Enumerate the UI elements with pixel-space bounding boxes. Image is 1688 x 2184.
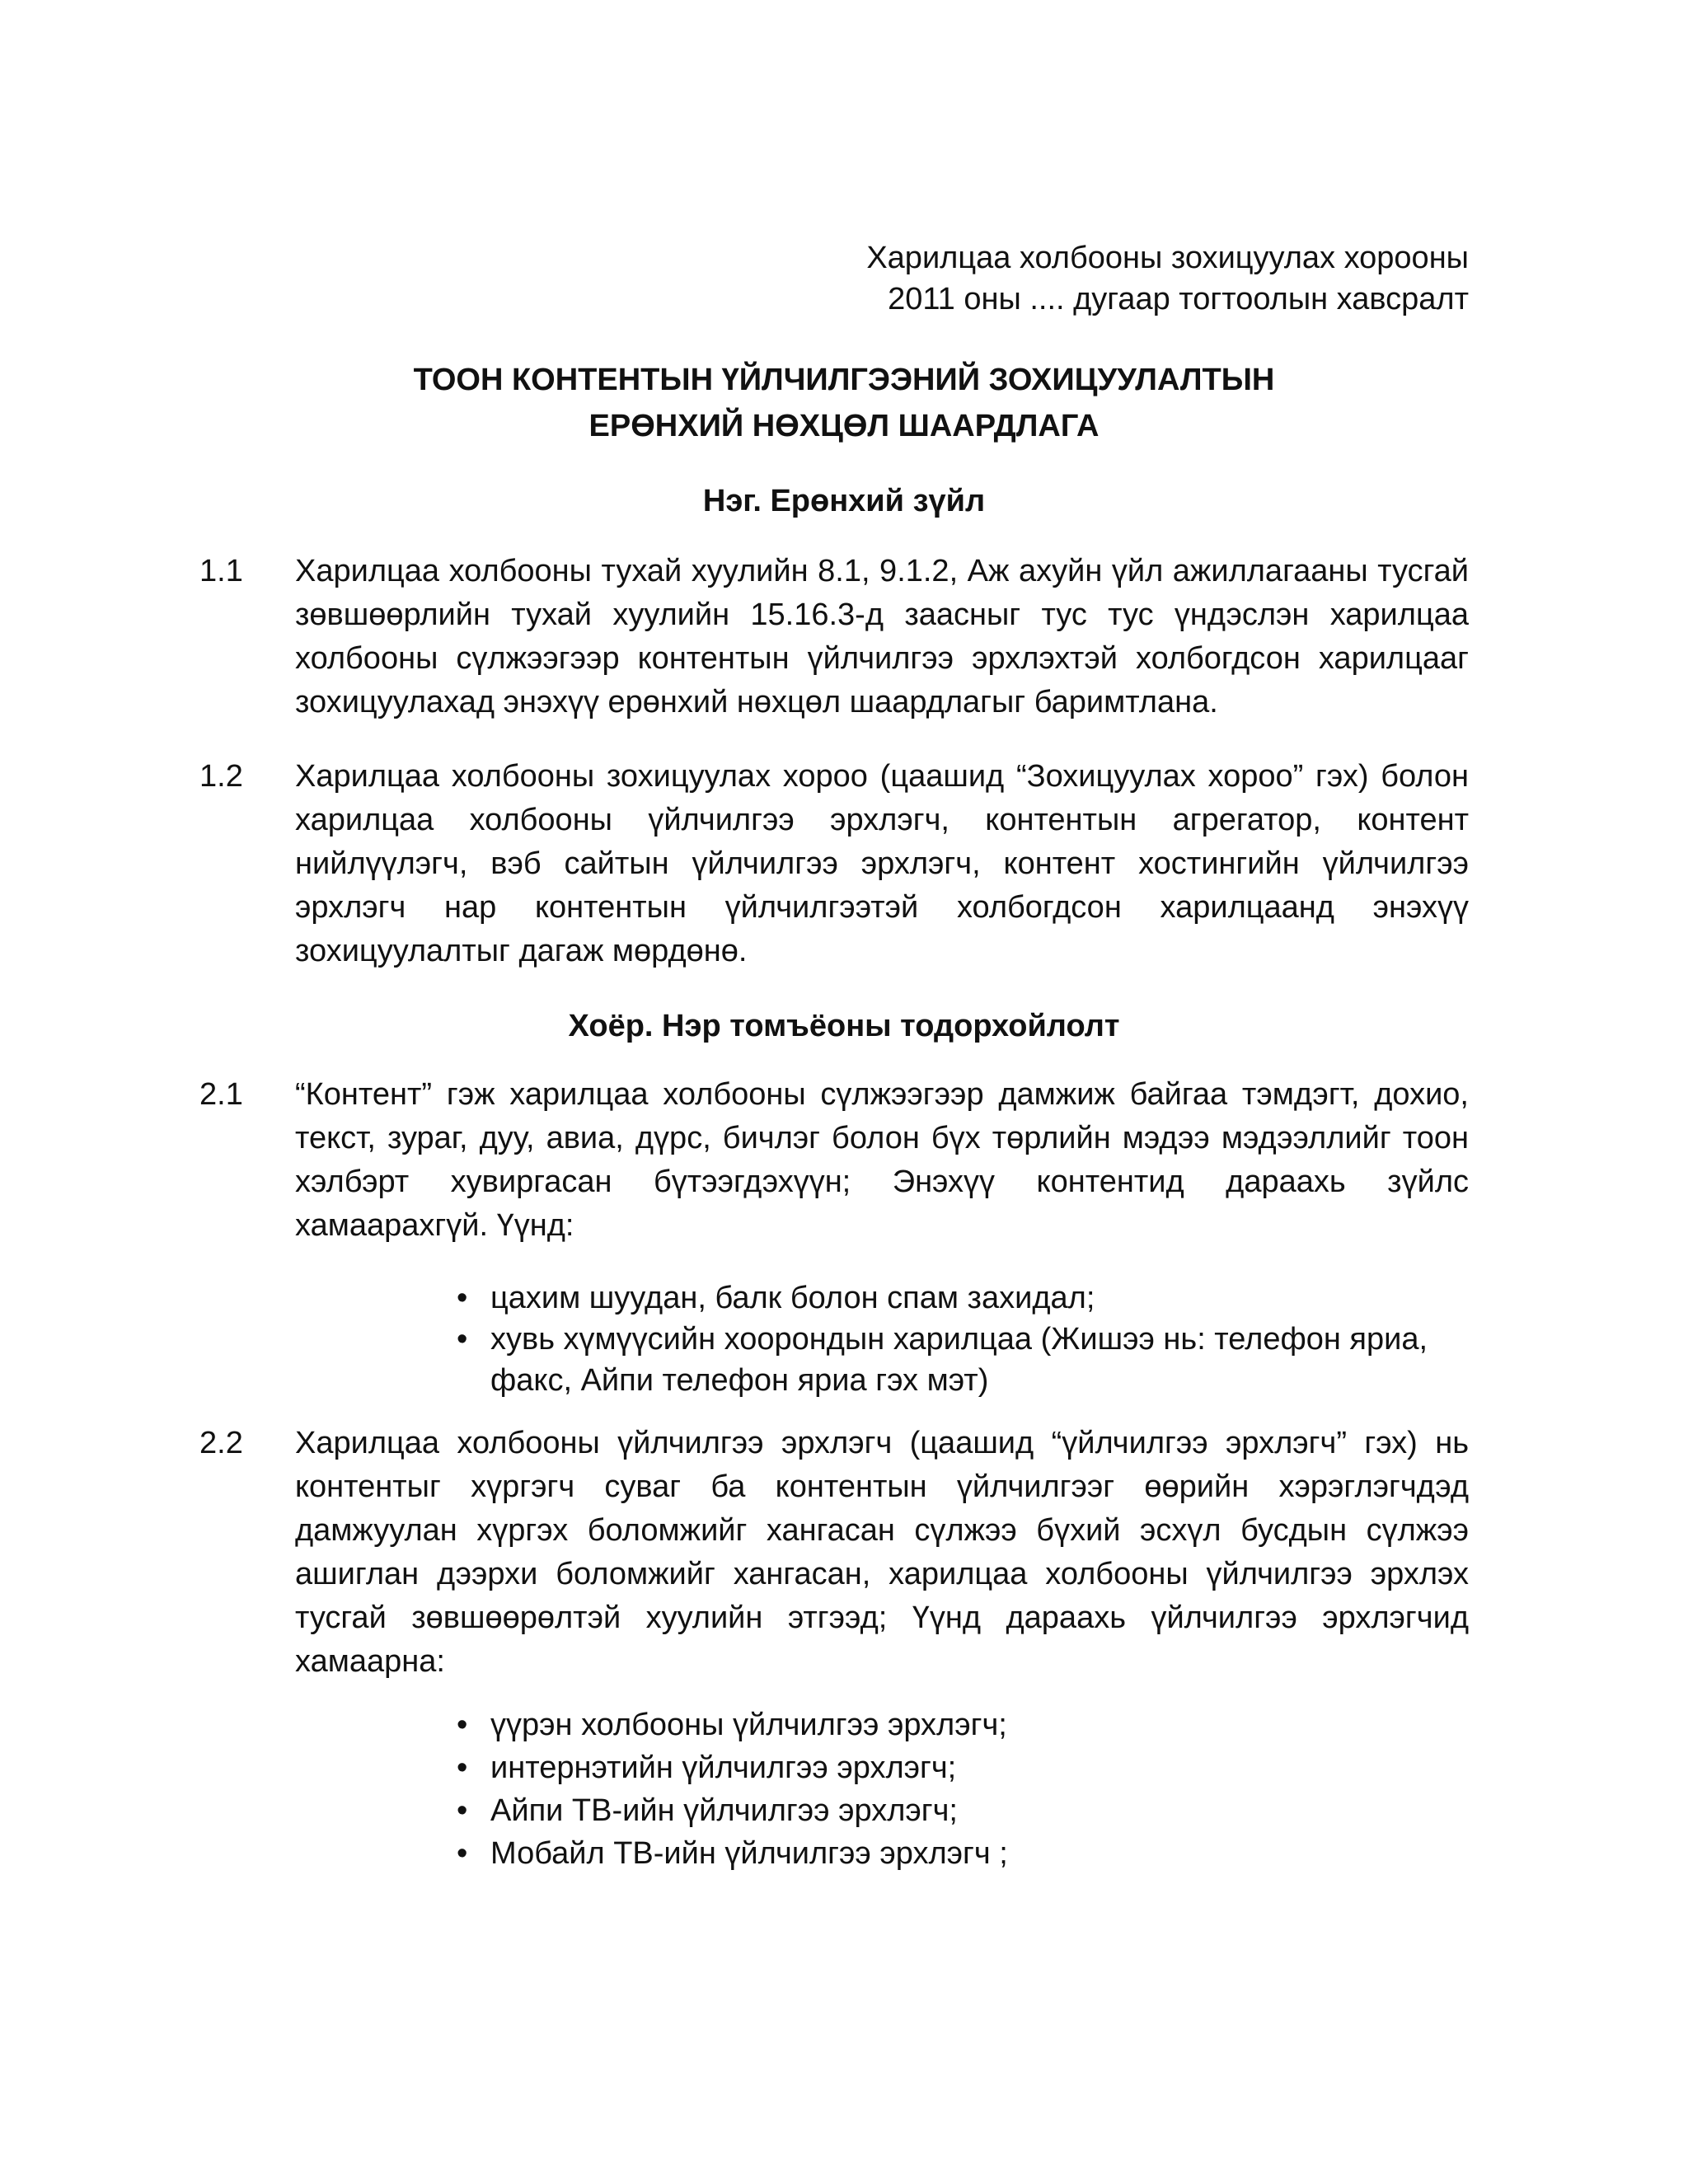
paragraph-1-1 [199,550,1469,724]
section-1-heading: Нэг. Ерөнхий зүйл [702,484,986,518]
bullet-icon: • [457,1708,468,1742]
list-item: • интернэтийн үйлчилгээ эрхлэгч; [453,1746,1469,1789]
bullet-icon: • [457,1322,468,1357]
paragraph-text: Харилцаа холбооны үйлчилгээ эрхлэгч (цаашид “үйлчилгээ эрхлэгч” гэх) нь контентыг хүргэгч суваг ба контентын үйлчилгээг өөрийн хэрэглэгчдэд дамжуулан хүргэх боломжийг хангасан сүлжээ бүхий эсхүл бусдын сүлжээ ашиглан дээрхи боломжийг хангасан, харилцаа холбооны үйлчилгээ эрхлэх тусгай зөвшөөрөлтэй хуулийн этгээд; Үүнд дараахь үйлчилгээ эрхлэгчид хамаарна: [295,1426,1469,1679]
list-item: • Айпи ТВ-ийн үйлчилгээ эрхлэгч; [453,1789,1469,1832]
list-item: • үүрэн холбооны үйлчилгээ эрхлэгч; [453,1704,1469,1746]
list-item: • цахим шуудан, балк болон спам захидал; [453,1277,1469,1319]
header-line-1: Харилцаа холбооны зохицуулах хорооны [866,241,1469,275]
section-2-heading: Хоёр. Нэр томъёоны тодорхойлолт [568,1009,1120,1043]
paragraph-2-1 [199,1073,1469,1248]
bullet-icon: • [457,1836,468,1871]
list-item: • Мобайл ТВ-ийн үйлчилгээ эрхлэгч ; [453,1832,1469,1875]
paragraph-2-2 [199,1422,1469,1684]
bullet-icon: • [457,1281,468,1315]
document-header [866,237,1469,320]
document-title [0,357,1688,449]
bullet-icon: • [457,1793,468,1828]
paragraph-number: 1.1 [199,554,243,588]
paragraph-text: Харилцаа холбооны зохицуулах хороо (цаашид “Зохицуулах хороо” гэх) болон харилцаа холбооны үйлчилгээ эрхлэгч, контентын агрегатор, контент нийлүүлэгч, вэб сайтын үйлчилгээ эрхлэгч, контент хостингийн үйлчилгээ эрхлэгч нар контентын үйлчилгээтэй холбогдсон харилцаанд энэхүү зохицуулалтыг дагаж мөрдөнө. [295,759,1469,968]
paragraph-1-2 [199,755,1469,973]
list-item: • хувь хүмүүсийн хоорондын харилцаа (Жишээ нь: телефон яриа, факс, Айпи телефон яриа гэх мэт) [453,1319,1469,1401]
bullet-list-2-1 [453,1277,1469,1401]
bullet-list-2-2 [453,1704,1469,1875]
paragraph-text: Харилцаа холбооны тухай хуулийн 8.1, 9.1.2, Аж ахуйн үйл ажиллагааны тусгай зөвшөөрлийн тухай хуулийн 15.16.3-д заасныг тус тус үндэслэн харилцаа холбооны сүлжээгээр контентын үйлчилгээ эрхлэхтэй холбогдсон харилцааг зохицуулахад энэхүү ерөнхий нөхцөл шаардлагыг баримтлана. [295,554,1469,719]
header-line-2: 2011 оны .... дугаар тогтоолын хавсралт [888,282,1469,316]
bullet-icon: • [457,1750,468,1785]
paragraph-number: 2.1 [199,1077,243,1112]
title-line-1: ТООН КОНТЕНТЫН ҮЙЛЧИЛГЭЭНИЙ ЗОХИЦУУЛАЛТЫН [413,363,1275,397]
paragraph-number: 1.2 [199,759,243,794]
paragraph-number: 2.2 [199,1426,243,1460]
paragraph-text: “Контент” гэж харилцаа холбооны сүлжээгээр дамжиж байгаа тэмдэгт, дохио, текст, зураг, дуу, авиа, дүрс, бичлэг болон бүх төрлийн мэдээ мэдээллийг тоон хэлбэрт хувиргасан бүтээгдэхүүн; Энэхүү контентид дараахь зүйлс хамаарахгүй. Үүнд: [295,1077,1469,1243]
title-line-2: ЕРӨНХИЙ НӨХЦӨЛ ШААРДЛАГА [588,409,1100,443]
